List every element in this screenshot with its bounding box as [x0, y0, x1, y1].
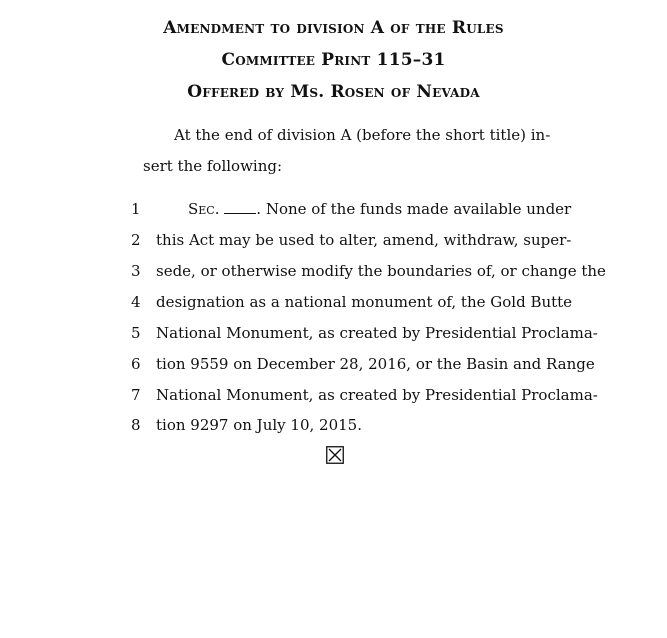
line-number: 1	[131, 200, 141, 218]
line-text: sede, or otherwise modify the boundaries of, or change the	[156, 262, 606, 280]
amendment-line	[0, 386, 667, 406]
line-text: this Act may be used to alter, amend, withdraw, super-	[156, 231, 572, 249]
line-number: 7	[131, 386, 141, 404]
amendment-line	[0, 231, 667, 251]
line-number: 8	[131, 416, 141, 434]
line-text: National Monument, as created by Presidential Proclama-	[156, 324, 598, 342]
line-text	[188, 200, 572, 218]
amendment-line	[0, 355, 667, 375]
line-number: 2	[131, 231, 141, 249]
line-number: 3	[131, 262, 141, 280]
section-number-blank	[224, 201, 256, 214]
line-number: 6	[131, 355, 141, 373]
line-text: designation as a national monument of, the Gold Butte	[156, 293, 573, 311]
instruction-line-2: sert the following:	[143, 157, 283, 175]
amendment-line	[0, 262, 667, 282]
line-text-rest: . None of the funds made available under	[256, 200, 572, 218]
title-committee-print: Committee Print 115–31	[221, 50, 446, 70]
boxed-x-icon	[326, 446, 344, 464]
amendment-line	[0, 293, 667, 313]
amendment-line	[0, 200, 667, 220]
amendment-line	[0, 324, 667, 344]
title-offered-by: Offered by Ms. Rosen of Nevada	[187, 82, 480, 102]
amendment-line	[0, 416, 667, 436]
line-number: 5	[131, 324, 141, 342]
line-number: 4	[131, 293, 141, 311]
line-text: National Monument, as created by Presidential Proclama-	[156, 386, 598, 404]
line-text: tion 9297 on July 10, 2015.	[156, 416, 362, 434]
line-text: tion 9559 on December 28, 2016, or the Basin and Range	[156, 355, 595, 373]
title-amendment: Amendment to division A of the Rules	[163, 18, 504, 38]
instruction-line-1: At the end of division A (before the short title) in-	[174, 126, 551, 144]
section-label: Sec.	[188, 200, 220, 218]
